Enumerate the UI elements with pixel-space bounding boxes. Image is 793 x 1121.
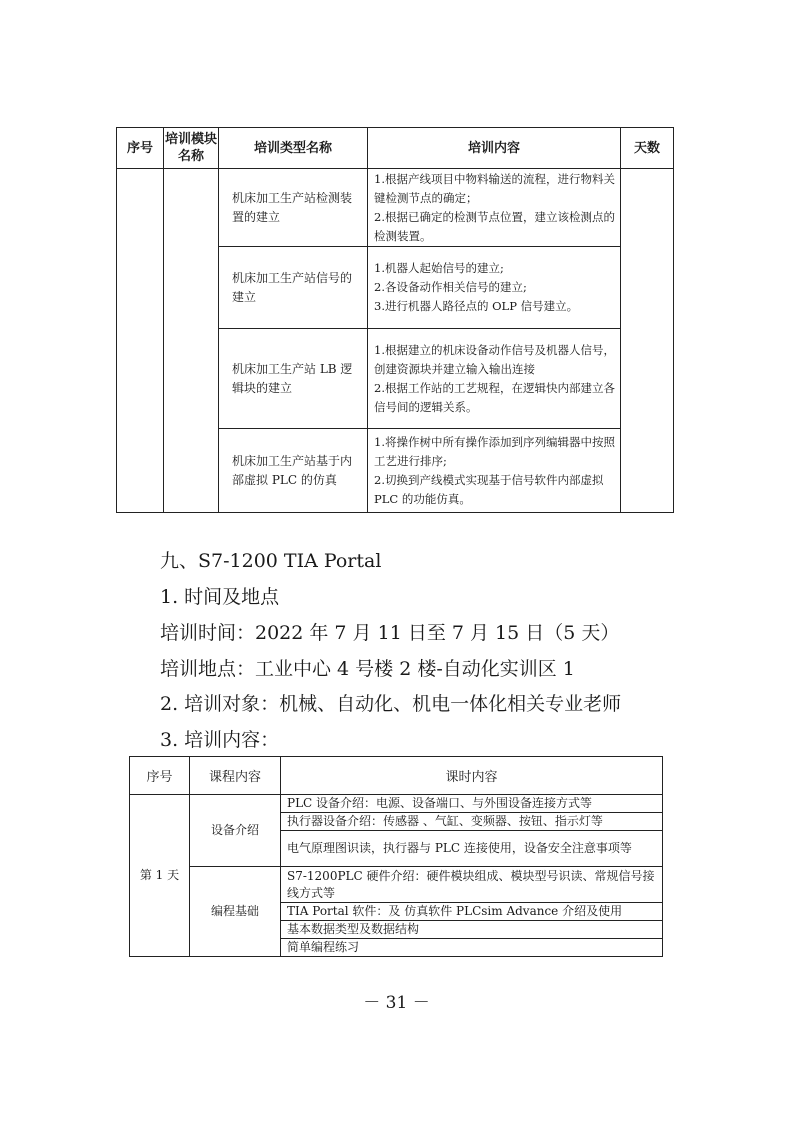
- page-number: － 31 －: [363, 993, 430, 1013]
- seq-cell: [117, 169, 164, 513]
- section-title: 九、S7-1200 TIA Portal: [160, 550, 382, 572]
- hours-item: 执行器设备介绍：传感器 、气缸、变频器、按钮、指示灯等: [281, 813, 663, 831]
- header-hours-content: 课时内容: [281, 757, 663, 795]
- course-name-cell: 编程基础: [190, 867, 281, 957]
- content-line: 1.机器人起始信号的建立;: [374, 261, 504, 275]
- type-cell: 机床加工生产站基于内部虚拟 PLC 的仿真: [219, 429, 368, 513]
- table-header-row: [130, 757, 663, 795]
- header-seq: 序号: [130, 757, 190, 795]
- type-cell: 机床加工生产站信号的建立: [219, 247, 368, 329]
- content-line: 2.根据工作站的工艺规程，在逻辑快内部建立各信号间的逻辑关系。: [374, 380, 615, 414]
- training-audience: 2. 培训对象：机械、自动化、机电一体化相关专业老师: [160, 693, 622, 715]
- header-module: 培训模块名称: [164, 128, 219, 169]
- type-cell: 机床加工生产站检测装置的建立: [219, 169, 368, 247]
- training-place: 培训地点：工业中心 4 号楼 2 楼-自动化实训区 1: [160, 658, 575, 680]
- header-type: 培训类型名称: [219, 128, 368, 169]
- hours-item: TIA Portal 软件：及 仿真软件 PLCsim Advance 介绍及使用: [281, 903, 663, 921]
- day-cell: 第 1 天: [130, 795, 190, 957]
- content-line: 2.各设备动作相关信号的建立;: [374, 280, 527, 294]
- content-line: 3.进行机器人路径点的 OLP 信号建立。: [374, 299, 579, 313]
- module-cell: [164, 169, 219, 513]
- hours-item: 基本数据类型及数据结构: [281, 921, 663, 939]
- table-row: [130, 867, 663, 903]
- table-header-row: [117, 128, 674, 169]
- training-time: 培训时间：2022 年 7 月 11 日至 7 月 15 日（5 天）: [160, 622, 620, 644]
- header-content: 培训内容: [368, 128, 621, 169]
- training-table: [116, 127, 674, 513]
- training-content-heading: 3. 培训内容：: [160, 729, 280, 751]
- content-line: 1.根据产线项目中物料输送的流程，进行物料关键检测节点的确定；: [374, 171, 615, 205]
- content-line: 1.根据建立的机床设备动作信号及机器人信号，创建资源块并建立输入输出连接: [374, 342, 615, 376]
- content-line: 1.将操作树中所有操作添加到序列编辑器中按照工艺进行排序;: [374, 434, 615, 468]
- type-cell: 机床加工生产站 LB 逻辑块的建立: [219, 329, 368, 429]
- table-row: [117, 169, 674, 247]
- table-row: [130, 795, 663, 813]
- content-cell: [368, 429, 621, 513]
- content-cell: [368, 329, 621, 429]
- header-days: 天数: [621, 128, 674, 169]
- hours-item: PLC 设备介绍：电源、设备端口、与外围设备连接方式等: [281, 795, 663, 813]
- item-time-and-place: 1. 时间及地点: [160, 586, 280, 608]
- course-table: [129, 756, 663, 957]
- days-cell: [621, 169, 674, 513]
- hours-item: 简单编程练习: [281, 939, 663, 957]
- content-cell: [368, 247, 621, 329]
- hours-item: S7-1200PLC 硬件介绍：硬件模块组成、模块型号识读、常规信号接线方式等: [281, 867, 663, 903]
- header-course: 课程内容: [190, 757, 281, 795]
- content-line: 2.根据已确定的检测节点位置，建立该检测点的检测装置。: [374, 209, 615, 243]
- course-name-cell: 设备介绍: [190, 795, 281, 867]
- content-cell: [368, 169, 621, 247]
- content-line: 2.切换到产线模式实现基于信号软件内部虚拟 PLC 的功能仿真。: [374, 472, 604, 506]
- header-seq: 序号: [117, 128, 164, 169]
- hours-item: 电气原理图识读，执行器与 PLC 连接使用，设备安全注意事项等: [281, 831, 663, 867]
